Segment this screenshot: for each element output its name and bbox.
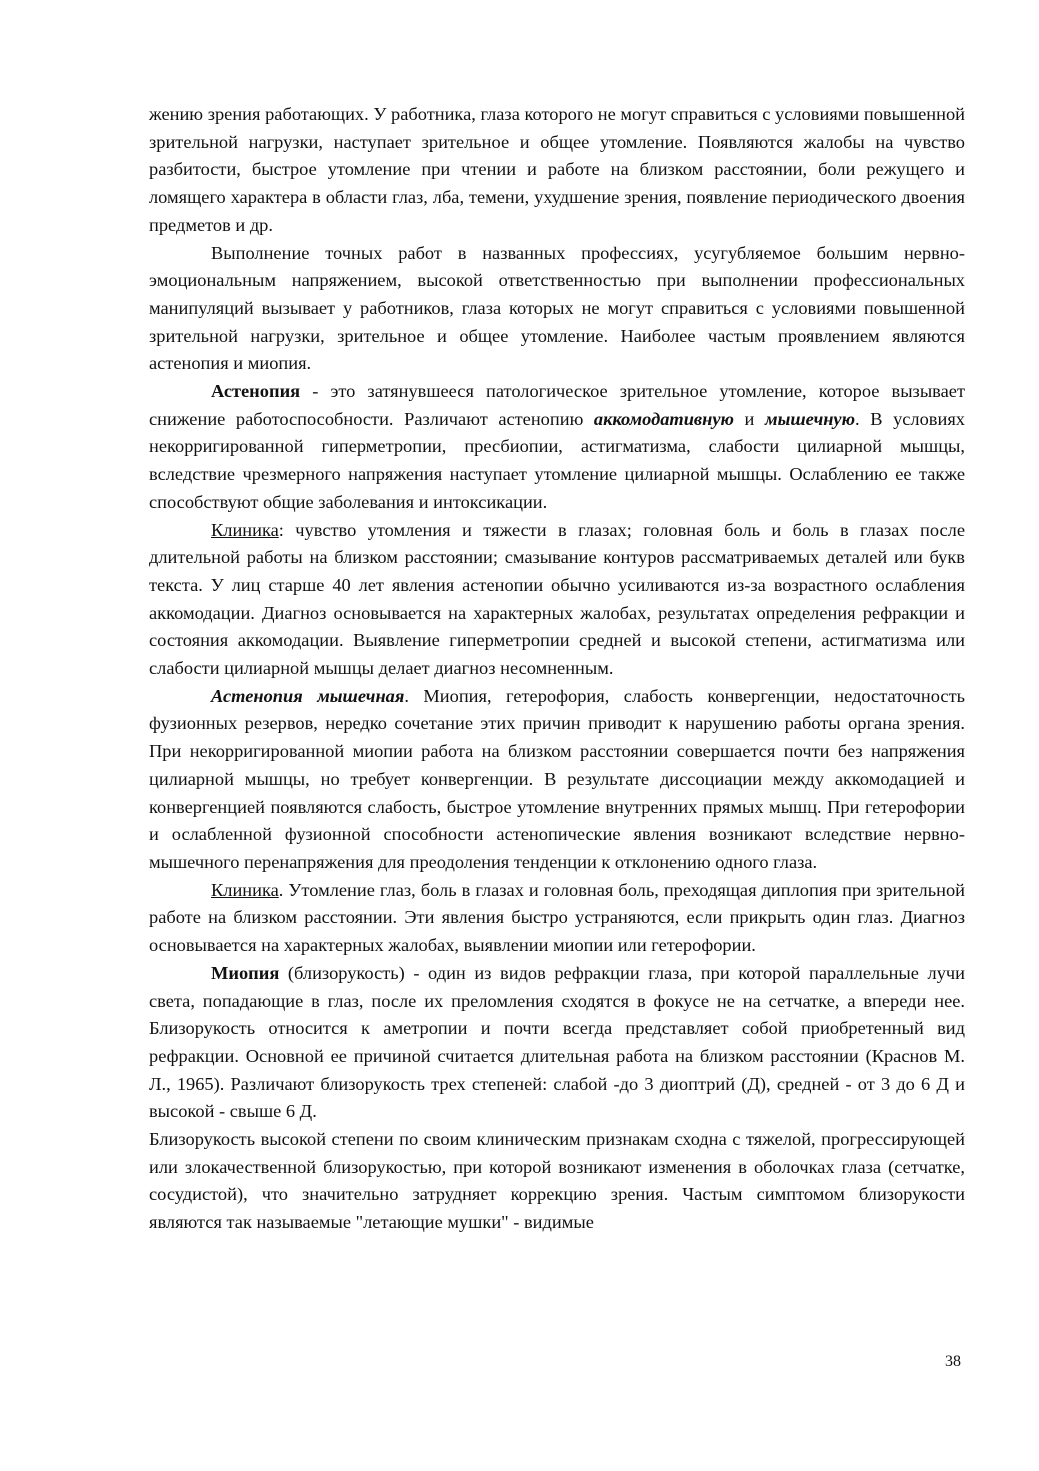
term-muscular: мышечную [764, 408, 856, 429]
paragraph-myopia [149, 960, 965, 1126]
asthenopia-text-c: . В условиях некорригированной гиперметропии, пресбиопии, астигматизма, слабости цилиарной мышцы, вследствие чрезмерного напряжения наступает утомление цилиарной мышцы. Ослаблению ее также способствуют общие заболевания и интоксикации. [149, 408, 965, 512]
paragraph-asthenopia [149, 378, 965, 517]
paragraph-clinic-2 [149, 877, 965, 960]
heading-clinic-1: Клиника [211, 519, 279, 540]
paragraph-muscular-asthenopia [149, 683, 965, 877]
paragraph-continuation: жению зрения работающих. У работника, глаза которого не могут справиться с условиями повышенной зрительной нагрузки, наступает зрительное и общее утомление. Появляются жалобы на чувство разбитости, быстрое утомление при чтении и работе на близком расстоянии, боли режущего и ломящего характера в области глаз, лба, темени, ухудшение зрения, появление периодического двоения предметов и др. [149, 104, 965, 235]
page-number: 38 [945, 1353, 961, 1370]
heading-clinic-2: Клиника [211, 879, 279, 900]
clinic-1-text: : чувство утомления и тяжести в глазах; головная боль и боль в глазах после длительной работы на близком расстоянии; смазывание контуров рассматриваемых деталей или букв текста. У лиц старше 40 лет явления астенопии обычно усиливаются из-за возрастного ослабления аккомодации. Диагноз основывается на характерных жалобах, результатах определения рефракции и состояния аккомодации. Выявление гиперметропии средней и высокой степени, астигматизма или слабости цилиарной мышцы делает диагноз несомненным. [149, 519, 965, 679]
term-asthenopia: Астенопия [211, 381, 301, 402]
asthenopia-text-b: и [733, 408, 765, 429]
term-muscular-asthenopia: Астенопия мышечная [211, 685, 405, 706]
asthenopia-text-a: - это затянувшееся патологическое зрительное утомление, которое вызывает снижение работоспособности. Различают астенопию [149, 381, 965, 429]
paragraph-clinic-1 [149, 517, 965, 683]
page-body [149, 101, 965, 1237]
muscular-asthenopia-text: . Миопия, гетерофория, слабость конвергенции, недостаточность фузионных резервов, нередко сочетание этих причин приводит к нарушению работы органа зрения. При некорригированной миопии работа на близком расстоянии совершается почти без напряжения цилиарной мышцы, но требует конвергенции. В результате диссоциации между аккомодацией и конвергенцией появляются слабость, быстрое утомление внутренних прямых мышц. При гетерофории и ослабленной фузионной способности астенопические явления возникают вследствие нервно-мышечного перенапряжения для преодоления тенденции к отклонению одного глаза. [149, 685, 965, 872]
paragraph-precision-work: Выполнение точных работ в названных профессиях, усугубляемое большим нервно-эмоциональным напряжением, высокой ответственностью при выполнении профессиональных манипуляций вызывает у работников, глаза которых не могут справиться с условиями повышенной зрительной нагрузки, зрительное и общее утомление. Наиболее частым проявлением являются астенопия и миопия. [149, 242, 965, 374]
myopia-text: (близорукость) - один из видов рефракции глаза, при которой параллельные лучи света, попадающие в глаз, после их преломления сходятся в фокусе не на сетчатке, а впереди нее. Близорукость относится к аметропии и почти всегда представляет собой приобретенный вид рефракции. Основной ее причиной считается длительная работа на близком расстоянии (Краснов М. Л., 1965). Различают близорукость трех степеней: слабой -до 3 диоптрий (Д), средней - от 3 до 6 Д и высокой - свыше 6 Д. [149, 962, 965, 1122]
term-myopia: Миопия [211, 962, 280, 983]
term-accommodative: аккомодативную [593, 408, 734, 429]
paragraph-high-myopia: Близорукость высокой степени по своим клиническим признакам сходна с тяжелой, прогрессирующей или злокачественной близорукостью, при которой возникают изменения в оболочках глаза (сетчатке, сосудистой), что значительно затрудняет коррекцию зрения. Частым симптомом близорукости являются так называемые "летающие мушки" - видимые [149, 1129, 965, 1233]
clinic-2-text: . Утомление глаз, боль в глазах и головная боль, преходящая диплопия при зрительной работе на близком расстоянии. Эти явления быстро устраняются, если прикрыть один глаз. Диагноз основывается на характерных жалобах, выявлении миопии или гетерофории. [149, 879, 965, 956]
